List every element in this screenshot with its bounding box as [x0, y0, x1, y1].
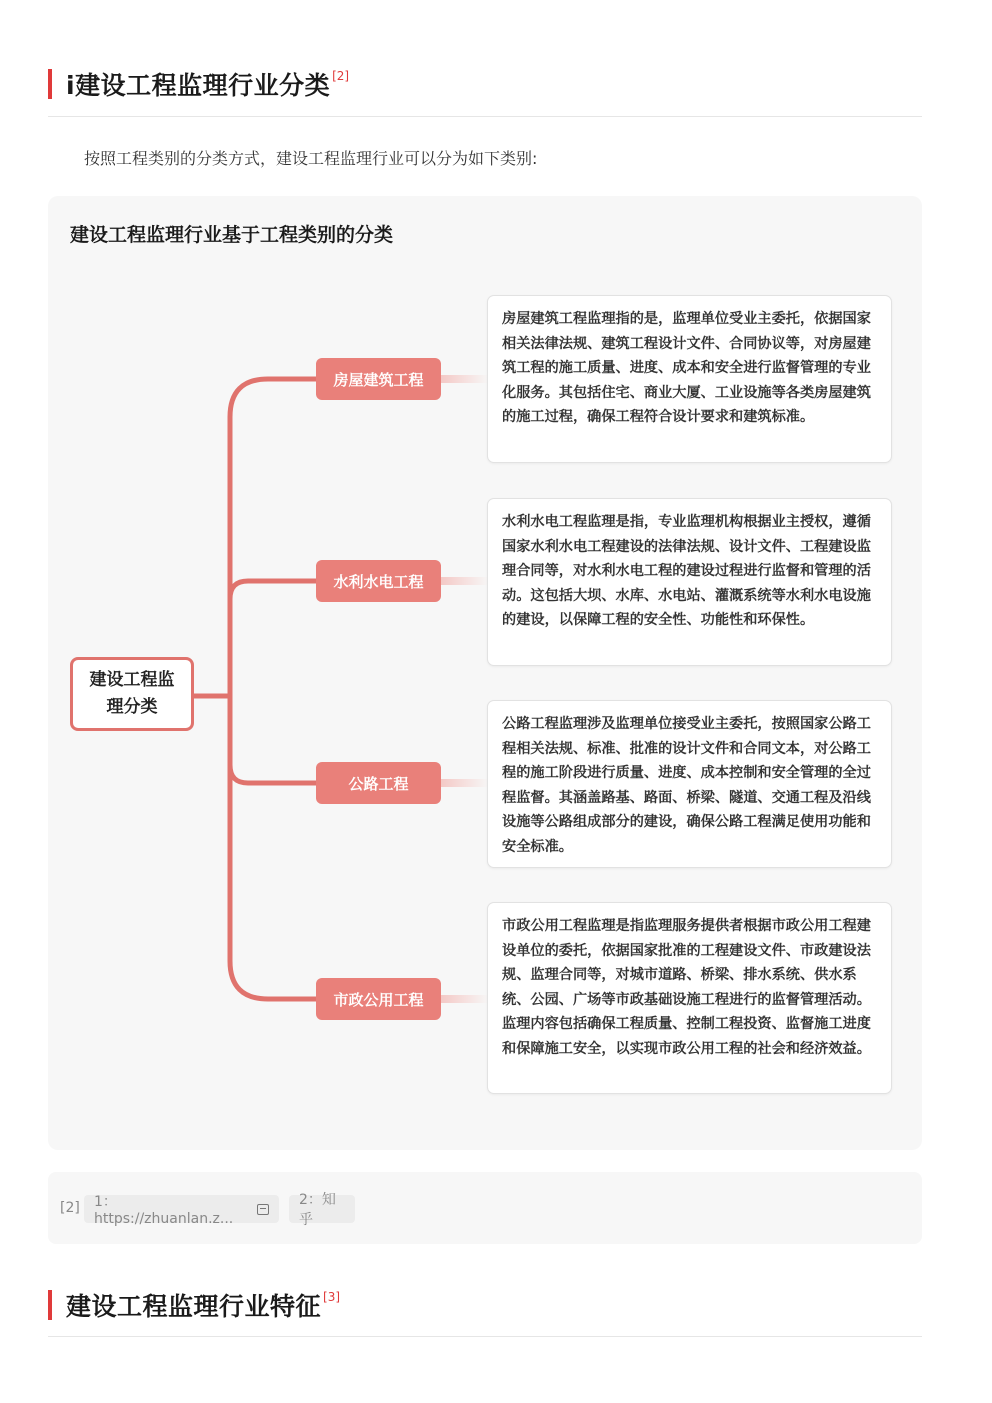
branch-node: 水利水电工程	[316, 560, 441, 602]
reference-link[interactable]	[84, 1194, 279, 1227]
citation-link[interactable]: [2]	[332, 69, 350, 83]
connector-branch-3	[230, 696, 316, 783]
branch-connector	[441, 577, 489, 585]
reference-index: [2]	[60, 1200, 80, 1216]
root-node: 建设工程监理分类	[70, 657, 194, 731]
external-link-icon	[257, 1204, 269, 1215]
connector-branch-2	[230, 581, 316, 599]
branch-description: 水利水电工程监理是指，专业监理机构根据业主授权，遵循国家水利水电工程建设的法律法规、设计文件、工程建设监理合同等，对水利水电工程的建设过程进行监督和管理的活动。这包括大坝、水库、水电站、灌溉系统等水利水电设施的建设，以保障工程的安全性、功能性和环保性。	[487, 498, 892, 666]
intro-paragraph: 按照工程类别的分类方式，建设工程监理行业可以分为如下类别:	[84, 149, 538, 168]
connector-branch-1	[230, 379, 316, 696]
section-title: i建设工程监理行业分类	[66, 71, 331, 100]
reference-text: 1：https://zhuanlan.z...	[94, 1194, 234, 1227]
branch-connector	[441, 779, 489, 787]
connector-branch-4	[230, 696, 316, 999]
branch-node: 公路工程	[316, 762, 441, 804]
branch-node: 房屋建筑工程	[316, 358, 441, 400]
branch-connector	[441, 375, 489, 383]
diagram-title: 建设工程监理行业基于工程类别的分类	[70, 224, 394, 246]
heading-accent-bar	[48, 1290, 52, 1320]
reference-link[interactable]	[289, 1192, 355, 1228]
citation-link[interactable]: [3]	[323, 1290, 341, 1304]
divider	[48, 1336, 922, 1337]
branch-description: 房屋建筑工程监理指的是，监理单位受业主委托，依据国家相关法律法规、建筑工程设计文件、合同协议等，对房屋建筑工程的施工质量、进度、成本和安全进行监督管理的专业化服务。其包括住宅、商业大厦、工业设施等各类房屋建筑的施工过程，确保工程符合设计要求和建筑标准。	[487, 295, 892, 463]
reference-text: 2：知乎	[299, 1192, 336, 1228]
branch-description: 公路工程监理涉及监理单位接受业主委托，按照国家公路工程相关法规、标准、批准的设计文件和合同文本，对公路工程的施工阶段进行质量、进度、成本控制和安全管理的全过程监督。其涵盖路基、路面、桥梁、隧道、交通工程及沿线设施等公路组成部分的建设，确保公路工程满足使用功能和安全标准。	[487, 700, 892, 868]
section-heading	[48, 1287, 340, 1323]
section-title: 建设工程监理行业特征	[66, 1292, 322, 1321]
branch-description: 市政公用工程监理是指监理服务提供者根据市政公用工程建设单位的委托，依据国家批准的工程建设文件、市政建设法规、监理合同等，对城市道路、桥梁、排水系统、供水系统、公园、广场等市政基础设施工程进行的监督管理活动。监理内容包括确保工程质量、控制工程投资、监督施工进度和保障施工安全，以实现市政公用工程的社会和经济效益。	[487, 902, 892, 1094]
branch-node: 市政公用工程	[316, 978, 441, 1020]
branch-connector	[441, 995, 489, 1003]
